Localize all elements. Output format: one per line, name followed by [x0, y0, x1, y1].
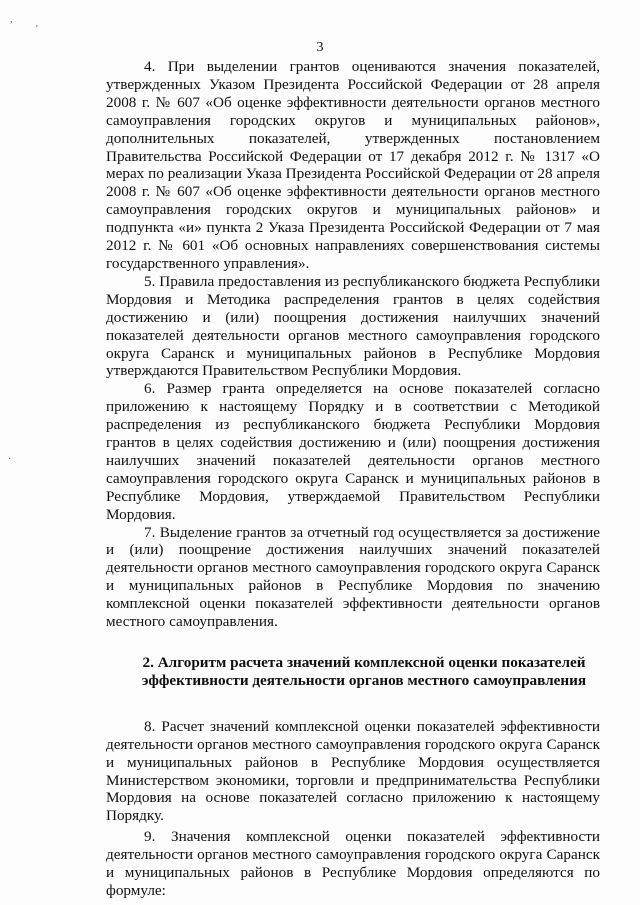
paragraph-9: 9. Значения комплексной оценки показателей эффективности деятельности органов местного самоуправления городского округа Саранск и муниципальных районов в Республике Мордовия определяются по формуле:: [106, 828, 600, 899]
document-body: [106, 58, 600, 900]
paragraph-5: 5. Правила предоставления из республиканского бюджета Республики Мордовия и Методика распределения грантов в целях содействия достижению и (или) поощрения достижения наилучших значений показателей деятельности органов местного самоуправления городского округа Саранск и муниципальных районов в Республике Мордовия утверждаются Правительством Республики Мордовия.: [106, 272, 600, 380]
paragraph-4: 4. При выделении грантов оцениваются значения показателей, утвержденных Указом Президента Российской Федерации от 28 апреля 2008 г. № 607 «Об оценке эффективности деятельности органов местного самоуправления городских округов и муниципальных районов», дополнительных показателей, утвержденных постановлением Правительства Российской Федерации от 17 декабря 2012 г. № 1317 «О мерах по реализации Указа Президента Российской Федерации от 28 апреля 2008 г. № 607 «Об оценке эффективности деятельности органов местного самоуправления городских округов и муниципальных районов» и подпункта «и» пункта 2 Указа Президента Российской Федерации от 7 мая 2012 г. № 601 «Об основных направлениях совершенствования системы государственного управления».: [106, 58, 600, 272]
page-number: 3: [316, 40, 324, 55]
scan-mark: ': [36, 24, 38, 35]
scan-mark: ,: [10, 14, 13, 25]
spacer: [106, 691, 600, 718]
section-heading: 2. Алгоритм расчета значений комплексной оценки показателей эффективности деятельности органов местного самоуправления: [141, 654, 587, 690]
spacer: [106, 631, 600, 654]
paragraph-8: 8. Расчет значений комплексной оценки показателей эффективности деятельности органов местного самоуправления городского округа Саранск и муниципальных районов в Республике Мордовия осуществляется Министерством экономики, торговли и предпринимательства Республики Мордовия на основе показателей согласно приложению к настоящему Порядку.: [106, 717, 600, 825]
scan-mark: ·: [8, 454, 12, 465]
paragraph-6: 6. Размер гранта определяется на основе показателей согласно приложению к настоящему Порядку и в соответствии с Методикой распределения из республиканского бюджета Республики Мордовия грантов в целях содействия достижению и (или) поощрения достижения наилучших значений показателей деятельности органов местного самоуправления городского округа Саранск и муниципальных районов в Республике Мордовия, утверждаемой Правительством Республики Мордовия.: [106, 380, 600, 523]
paragraph-7: 7. Выделение грантов за отчетный год осуществляется за достижение и (или) поощрение достижения наилучших значений показателей деятельности органов местного самоуправления городского округа Саранск и муниципальных районов в Республике Мордовия по значению комплексной оценки показателей эффективности деятельности органов местного самоуправления.: [106, 523, 600, 631]
